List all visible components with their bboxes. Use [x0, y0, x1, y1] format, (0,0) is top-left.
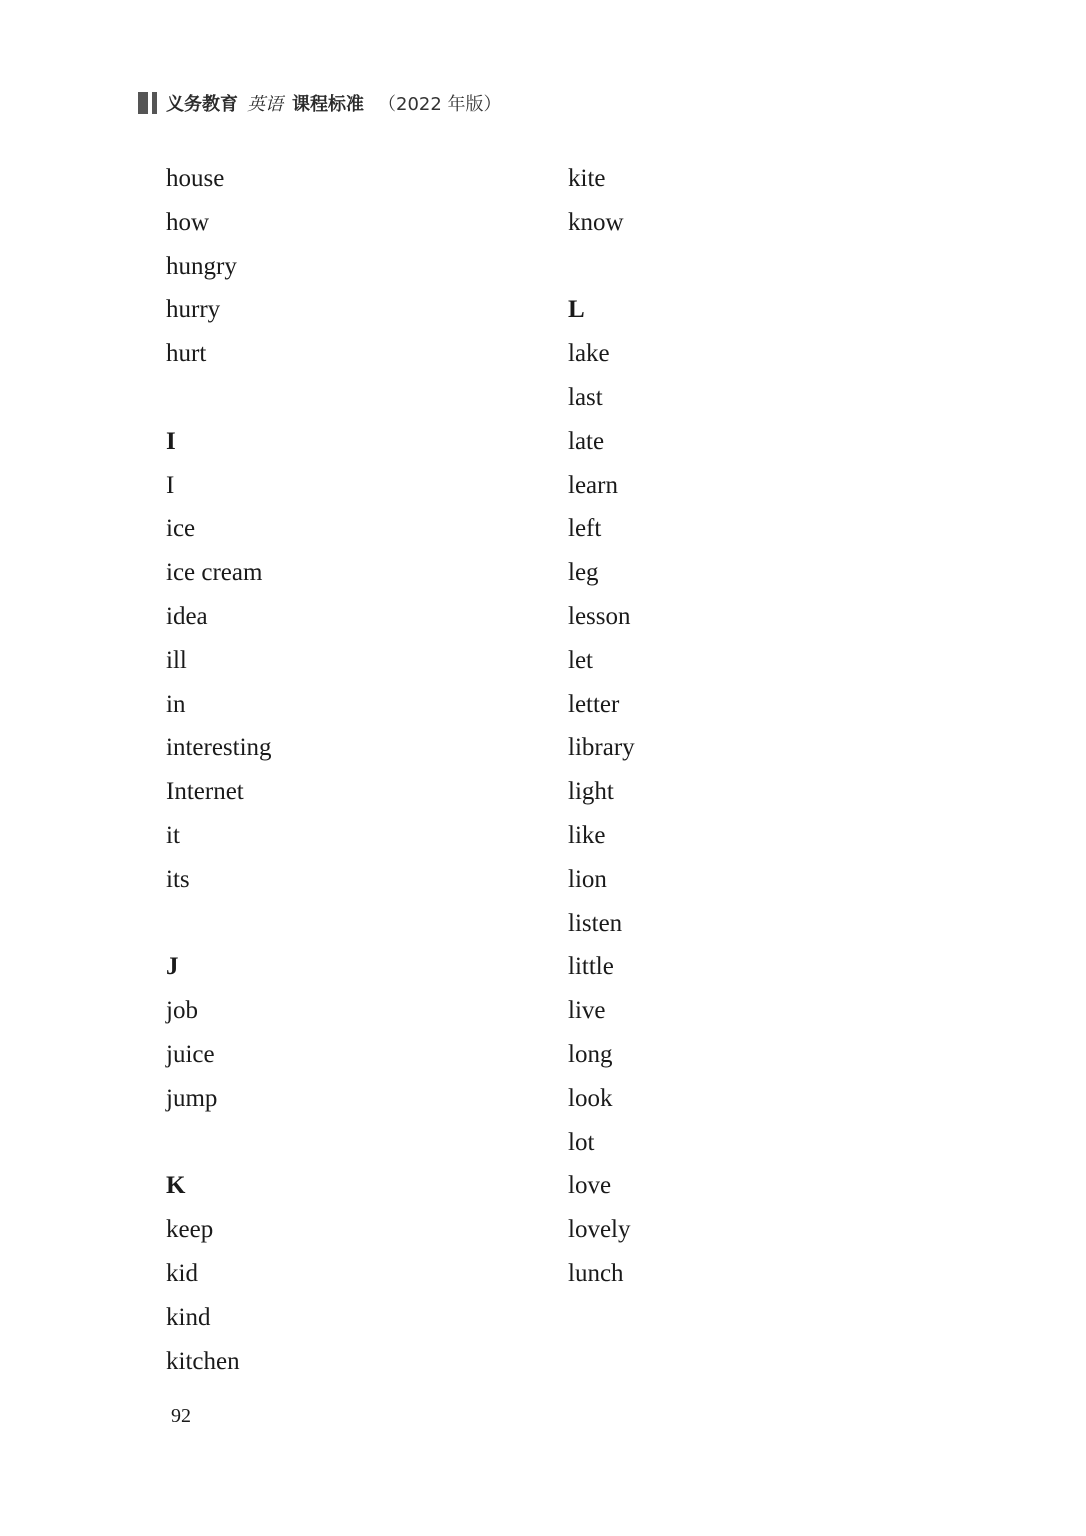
vocab-word: let — [568, 646, 593, 674]
vocab-word: letter — [568, 690, 620, 718]
vocab-word: love — [568, 1172, 612, 1200]
vocab-word: lesson — [568, 602, 631, 630]
section-spacer — [568, 245, 928, 289]
vocab-word: interesting — [166, 734, 272, 762]
vocab-word: little — [568, 953, 614, 981]
vocab-word: learn — [568, 471, 618, 499]
vocab-word: its — [166, 865, 190, 893]
vocab-word: hurt — [166, 340, 207, 368]
vocab-word: I — [166, 471, 175, 499]
vocab-word: live — [568, 997, 606, 1025]
vocab-word: library — [568, 734, 635, 762]
vocab-word: keep — [166, 1216, 214, 1244]
section-spacer — [166, 376, 526, 420]
left-word-column — [166, 157, 526, 1383]
vocab-word: lovely — [568, 1216, 631, 1244]
vocab-word: house — [166, 165, 225, 192]
vocab-word: idea — [166, 602, 208, 630]
page-number: 92 — [171, 1405, 191, 1427]
section-letter: L — [568, 296, 585, 324]
vocab-word: know — [568, 208, 624, 236]
vocab-word: jump — [166, 1084, 218, 1112]
vocab-word: left — [568, 515, 602, 543]
section-letter: I — [166, 427, 176, 455]
vocab-word: hurry — [166, 296, 221, 324]
vocab-word: kid — [166, 1259, 198, 1287]
section-letter: K — [166, 1172, 186, 1200]
vocab-word: like — [568, 821, 606, 849]
vocab-word: lunch — [568, 1259, 624, 1287]
section-letter: J — [166, 953, 179, 981]
vocab-word: kite — [568, 165, 606, 192]
vocab-word: last — [568, 383, 603, 411]
vocab-word: lot — [568, 1128, 595, 1156]
section-spacer — [166, 1121, 526, 1165]
vocab-word: kind — [166, 1303, 211, 1331]
header-edition: （2022 年版） — [378, 94, 502, 115]
vocab-word: lake — [568, 340, 610, 368]
vocab-word: long — [568, 1040, 613, 1068]
vocab-word: ice — [166, 515, 196, 543]
vocab-word: light — [568, 778, 614, 806]
vocab-word: ice cream — [166, 559, 263, 587]
header-bar-icon — [138, 92, 157, 114]
vocab-word: in — [166, 690, 186, 718]
vocab-word: leg — [568, 559, 599, 587]
header-title-part2: 英语 — [247, 94, 283, 115]
vocab-word: it — [166, 821, 180, 849]
header-title-part3: 课程标准 — [292, 94, 364, 115]
section-spacer — [166, 902, 526, 946]
running-header — [138, 90, 502, 116]
header-title-part1: 义务教育 — [166, 94, 238, 115]
vocab-word: ill — [166, 646, 187, 674]
vocab-word: lion — [568, 865, 607, 893]
vocab-word: listen — [568, 909, 623, 937]
vocab-word: how — [166, 208, 210, 236]
vocab-word: look — [568, 1084, 613, 1112]
vocab-word: hungry — [166, 252, 237, 280]
vocab-word: kitchen — [166, 1347, 240, 1375]
vocab-word: Internet — [166, 778, 244, 806]
vocab-word: job — [166, 997, 198, 1025]
right-word-column — [568, 157, 928, 1296]
vocab-word: juice — [166, 1040, 215, 1068]
vocab-word: late — [568, 427, 605, 455]
